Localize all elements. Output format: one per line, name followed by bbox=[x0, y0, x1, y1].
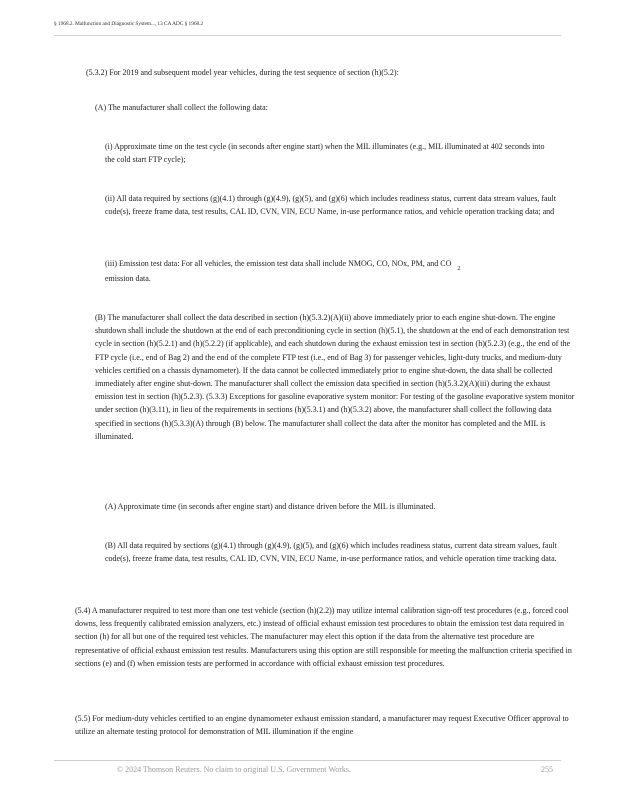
paragraph-i-approximate-time: (i) Approximate time on the test cycle (in seconds after engine start) when the MIL illuminates (e.g., MIL illuminated at 402 seconds into the cold start FTP cycle); bbox=[105, 142, 545, 165]
co2-subscript: 2 bbox=[457, 266, 461, 272]
footer-divider bbox=[54, 760, 561, 761]
paragraph-iii-text-end: emission data. bbox=[105, 274, 151, 284]
header-divider bbox=[54, 35, 561, 36]
footer-copyright: © 2024 Thomson Reuters. No claim to original U.S. Government Works. bbox=[117, 765, 352, 774]
paragraph-iii-emission-test-data bbox=[105, 257, 565, 285]
paragraph-b-shutdown-data: (B) The manufacturer shall collect the data described in section (h)(5.3.2)(A)(ii) above immediately prior to each engine shut-down. The engine shutdown shall include the shutdown at the end of each preconditioning cycle in section (h)(5.1), the shutdown at the end of each demonstration test cycle in section (h)(5.2.1) and (h)(5.2.2) (if applicable), and each shutdown during the exhaust emission test in section (h)(5.2.3) (e.g., the end of the FTP cycle (i.e., end of Bag 2) and the end of the complete FTP test (i.e., end of Bag 3) for passenger vehicles, light-duty trucks, and medium-duty vehicles certified on a chassis dynamometer). If the data cannot be collected immediately prior to engine shut-down, the data shall be collected immediately after engine shut-down. The manufacturer shall collect the emission data specified in section (h)(5.3.2)(A)(iii) during the exhaust emission test in section (h)(5.2.3). (5.3.3) Exceptions for gasoline evaporative system monitor: For testing of the gasoline evaporative system monitor under section (h)(3.11), in lieu of the requirements in sections (h)(5.3.1) and (h)(5.3.2) above, the manufacturer shall collect the following data specified in sections (h)(5.3.3)(A) through (B) below. The manufacturer shall collect the data after the monitor has completed and the MIL is illuminated. bbox=[95, 313, 575, 441]
page-number: 255 bbox=[541, 765, 553, 774]
paragraph-5-3-2: (5.3.2) For 2019 and subsequent model year vehicles, during the test sequence of section (h)(5.2): bbox=[86, 68, 399, 77]
paragraph-a-collect-data: (A) The manufacturer shall collect the following data: bbox=[95, 103, 268, 112]
paragraph-5-4: (5.4) A manufacturer required to test more than one test vehicle (section (h)(2.2)) may utilize internal calibration sign-off test procedures (e.g., forced cool downs, less frequently calibrated emission analyzers, etc.) instead of official exhaust emission test procedures to obtain the emission test data required in section (h) for all but one of the required test vehicles. The manufacturer may elect this option if the data from the alternative test procedure are representative of official exhaust emission test results. Manufacturers using this option are still responsible for meeting the malfunction criteria specified in sections (e) and (f) when emission tests are performed in accordance with official exhaust emission test procedures. bbox=[75, 606, 572, 668]
paragraph-b-all-data: (B) All data required by sections (g)(4.1) through (g)(4.9), (g)(5), and (g)(6) which includes readiness status, current data stream values, fault code(s), freeze frame data, test results, CAL ID, CVN, VIN, ECU Name, in-use performance ratios, and vehicle operation time tracking data. bbox=[105, 541, 557, 564]
paragraph-a-approximate-time-distance: (A) Approximate time (in seconds after engine start) and distance driven before the MIL is illuminated. bbox=[105, 502, 436, 511]
paragraph-ii-all-data: (ii) All data required by sections (g)(4.1) through (g)(4.9), (g)(5), and (g)(6) which includes readiness status, current data stream values, fault code(s), freeze frame data, test results, CAL ID, CVN, VIN, ECU Name, in-use performance ratios, and vehicle operation tracking data; and bbox=[105, 194, 556, 217]
running-head: § 1968.2. Malfunction and Diagnostic System..., 13 CA ADC § 1968.2 bbox=[54, 21, 204, 27]
paragraph-5-5: (5.5) For medium-duty vehicles certified to an engine dynamometer exhaust emission standard, a manufacturer may request Executive Officer approval to utilize an alternate testing protocol for demonstration of MIL illumination if the engine bbox=[75, 714, 569, 737]
paragraph-iii-text: (iii) Emission test data: For all vehicles, the emission test data shall include NMOG, CO, NOx, PM, and CO bbox=[105, 259, 452, 268]
